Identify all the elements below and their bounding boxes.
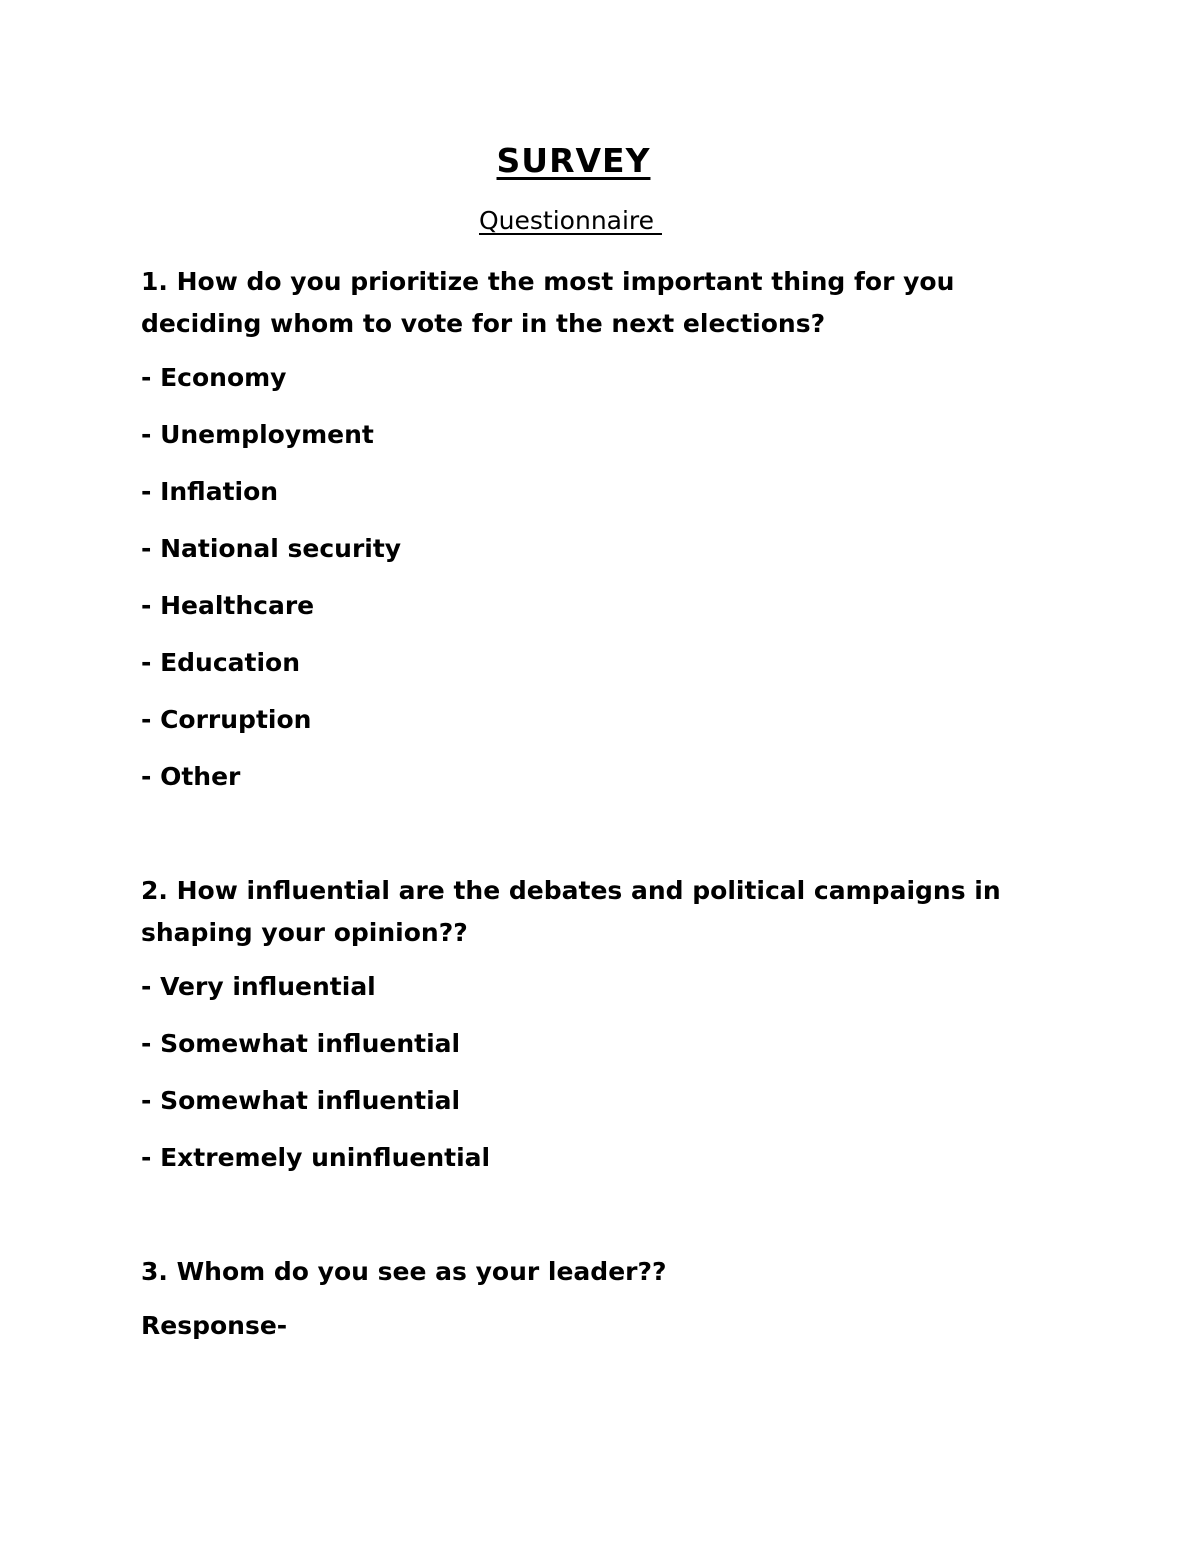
question-2-option: - Somewhat influential — [141, 1029, 461, 1058]
question-1-option: - Education — [141, 648, 301, 677]
document-subtitle: Questionnaire — [479, 206, 662, 235]
question-1-option: - Corruption — [141, 705, 312, 734]
response-label: Response- — [141, 1311, 288, 1340]
survey-body — [141, 261, 1061, 1347]
question-2-option: - Very influential — [141, 972, 376, 1001]
question-2-option: - Extremely uninfluential — [141, 1143, 491, 1172]
section-spacer — [141, 1194, 1061, 1251]
question-section-3 — [141, 1251, 1061, 1347]
section-spacer — [141, 813, 1061, 870]
question-1-option: - Inflation — [141, 477, 279, 506]
question-3-text: 3. Whom do you see as your leader?? — [141, 1257, 667, 1286]
question-section-2 — [141, 870, 1061, 1179]
question-2-option: - Somewhat influential — [141, 1086, 461, 1115]
question-2-text: 2. How influential are the debates and political campaigns in shaping your opinion?? — [141, 876, 1001, 947]
question-1-option: - Healthcare — [141, 591, 315, 620]
question-1-option: - Other — [141, 762, 241, 791]
question-1-option: - Economy — [141, 363, 287, 392]
question-1-option: - Unemployment — [141, 420, 374, 449]
document-title: SURVEY — [496, 141, 651, 180]
question-1-text: 1. How do you prioritize the most important thing for you deciding whom to vote for in the next elections? — [141, 267, 955, 338]
question-section-1 — [141, 261, 1061, 798]
question-1-option: - National security — [141, 534, 402, 563]
